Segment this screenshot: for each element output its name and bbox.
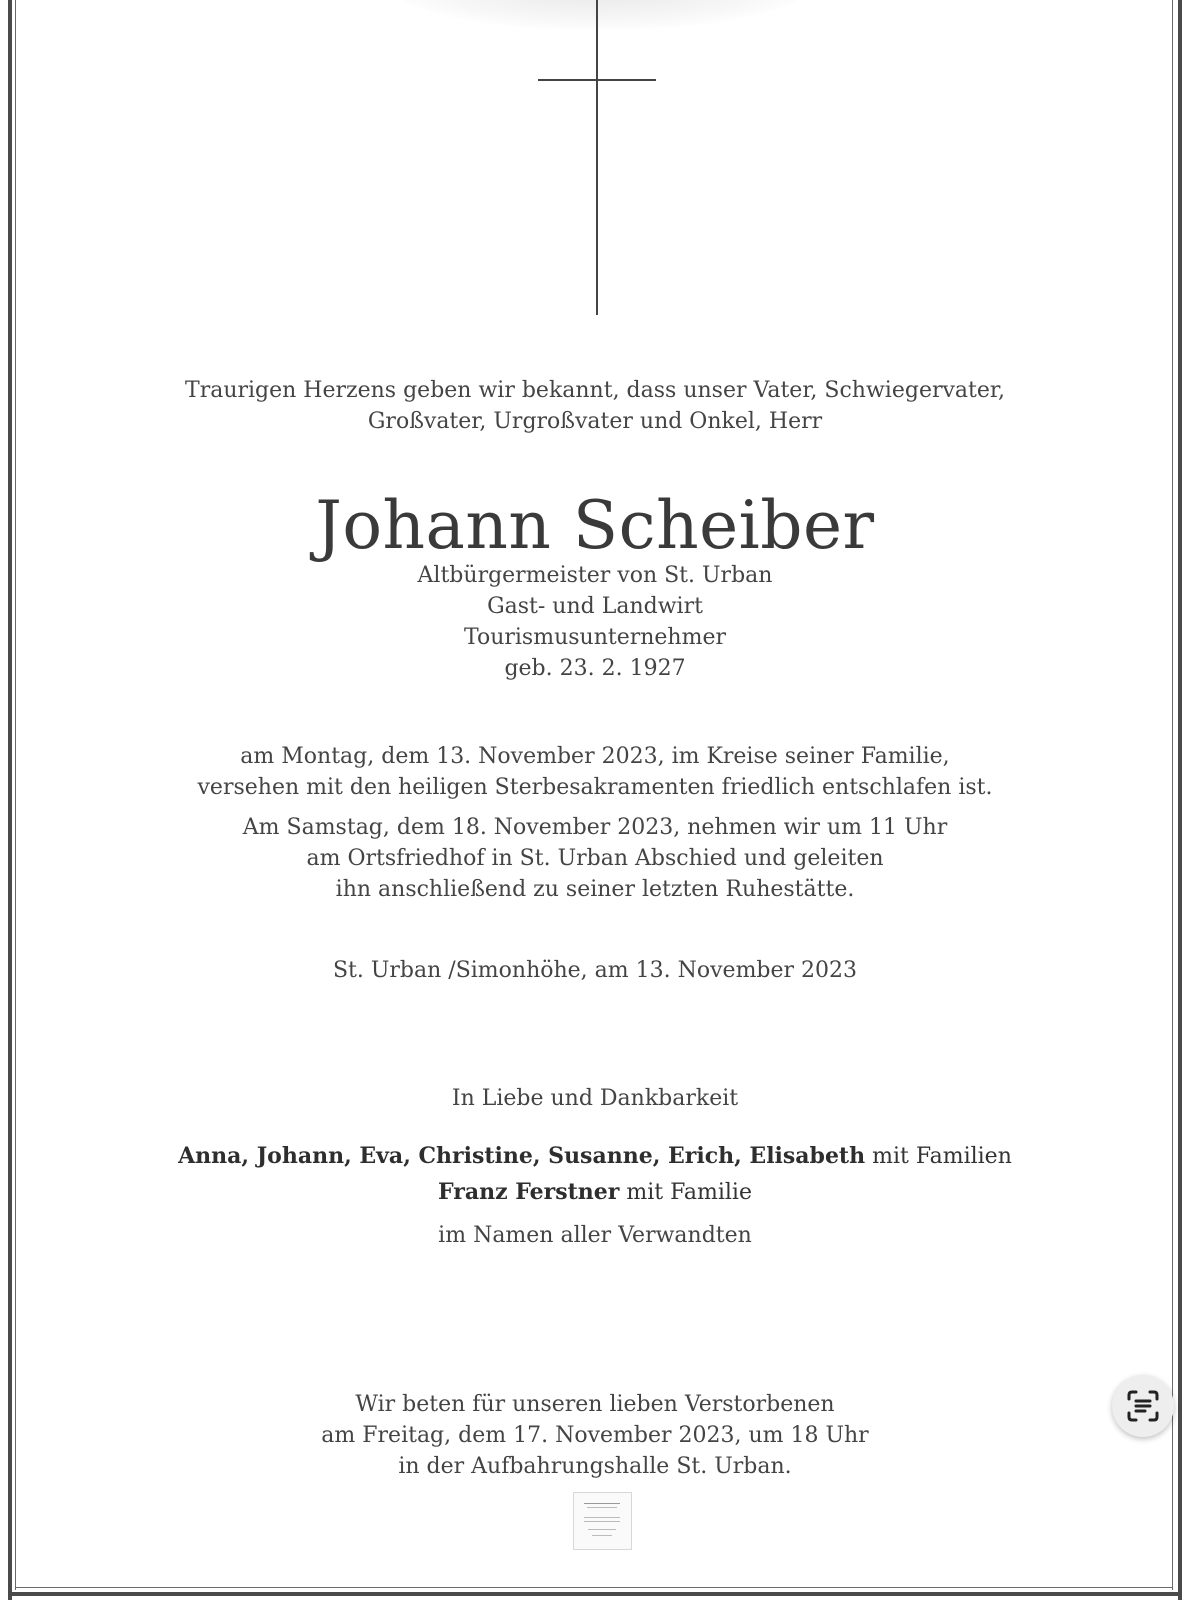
family-second xyxy=(20,1177,1170,1208)
family-second-bold: Franz Ferstner xyxy=(438,1179,620,1205)
text-scan-button[interactable] xyxy=(1112,1375,1174,1437)
border-left xyxy=(8,0,12,1600)
prayer-line: am Freitag, dem 17. November 2023, um 18 Uhr xyxy=(321,1423,869,1448)
death-text xyxy=(20,741,1170,803)
border-left-inner xyxy=(15,0,16,1590)
closing-phrase: In Liebe und Dankbarkeit xyxy=(451,1086,739,1111)
funeral-text xyxy=(20,812,1170,905)
intro-text xyxy=(20,375,1170,437)
deceased-name: Johann Scheiber xyxy=(315,487,875,564)
family-names-bold: Anna, Johann, Eva, Christine, Susanne, Erich, Elisabeth xyxy=(178,1143,866,1169)
intro-line: Traurigen Herzens geben wir bekannt, dass unser Vater, Schwiegervater, xyxy=(185,378,1005,403)
text-scan-icon xyxy=(1123,1386,1163,1426)
thumbnail-image xyxy=(573,1492,632,1550)
relatives-line: im Namen aller Verwandten xyxy=(438,1223,752,1248)
cross-vertical-bar xyxy=(596,0,598,315)
birth-date: geb. 23. 2. 1927 xyxy=(504,656,686,681)
family-names xyxy=(20,1141,1170,1172)
top-shadow xyxy=(390,0,810,30)
place-date: St. Urban /Simonhöhe, am 13. November 2023 xyxy=(332,958,858,983)
prayer-line: Wir beten für unseren lieben Verstorbenen xyxy=(355,1392,835,1417)
title-line: Gast- und Landwirt xyxy=(487,594,703,619)
family-names-suffix: mit Familien xyxy=(865,1144,1012,1169)
border-right-inner xyxy=(1172,0,1173,1590)
border-bottom-inner xyxy=(15,1587,1173,1588)
border-bottom xyxy=(8,1592,1182,1596)
death-line: versehen mit den heiligen Sterbesakramenten friedlich entschlafen ist. xyxy=(197,775,993,800)
prayer-line: in der Aufbahrungshalle St. Urban. xyxy=(398,1454,792,1479)
title-line: Tourismusunternehmer xyxy=(463,625,726,650)
border-right xyxy=(1178,0,1182,1600)
cross-horizontal-bar xyxy=(538,79,656,81)
funeral-line: Am Samstag, dem 18. November 2023, nehmen wir um 11 Uhr xyxy=(242,815,948,840)
funeral-line: am Ortsfriedhof in St. Urban Abschied und geleiten xyxy=(306,846,884,871)
intro-line: Großvater, Urgroßvater und Onkel, Herr xyxy=(367,409,823,434)
family-second-suffix: mit Familie xyxy=(619,1180,752,1205)
death-line: am Montag, dem 13. November 2023, im Kreise seiner Familie, xyxy=(240,744,950,769)
deceased-titles xyxy=(20,560,1170,684)
title-line: Altbürgermeister von St. Urban xyxy=(417,563,773,588)
funeral-line: ihn anschließend zu seiner letzten Ruhestätte. xyxy=(335,877,855,902)
prayer-text xyxy=(20,1389,1170,1482)
